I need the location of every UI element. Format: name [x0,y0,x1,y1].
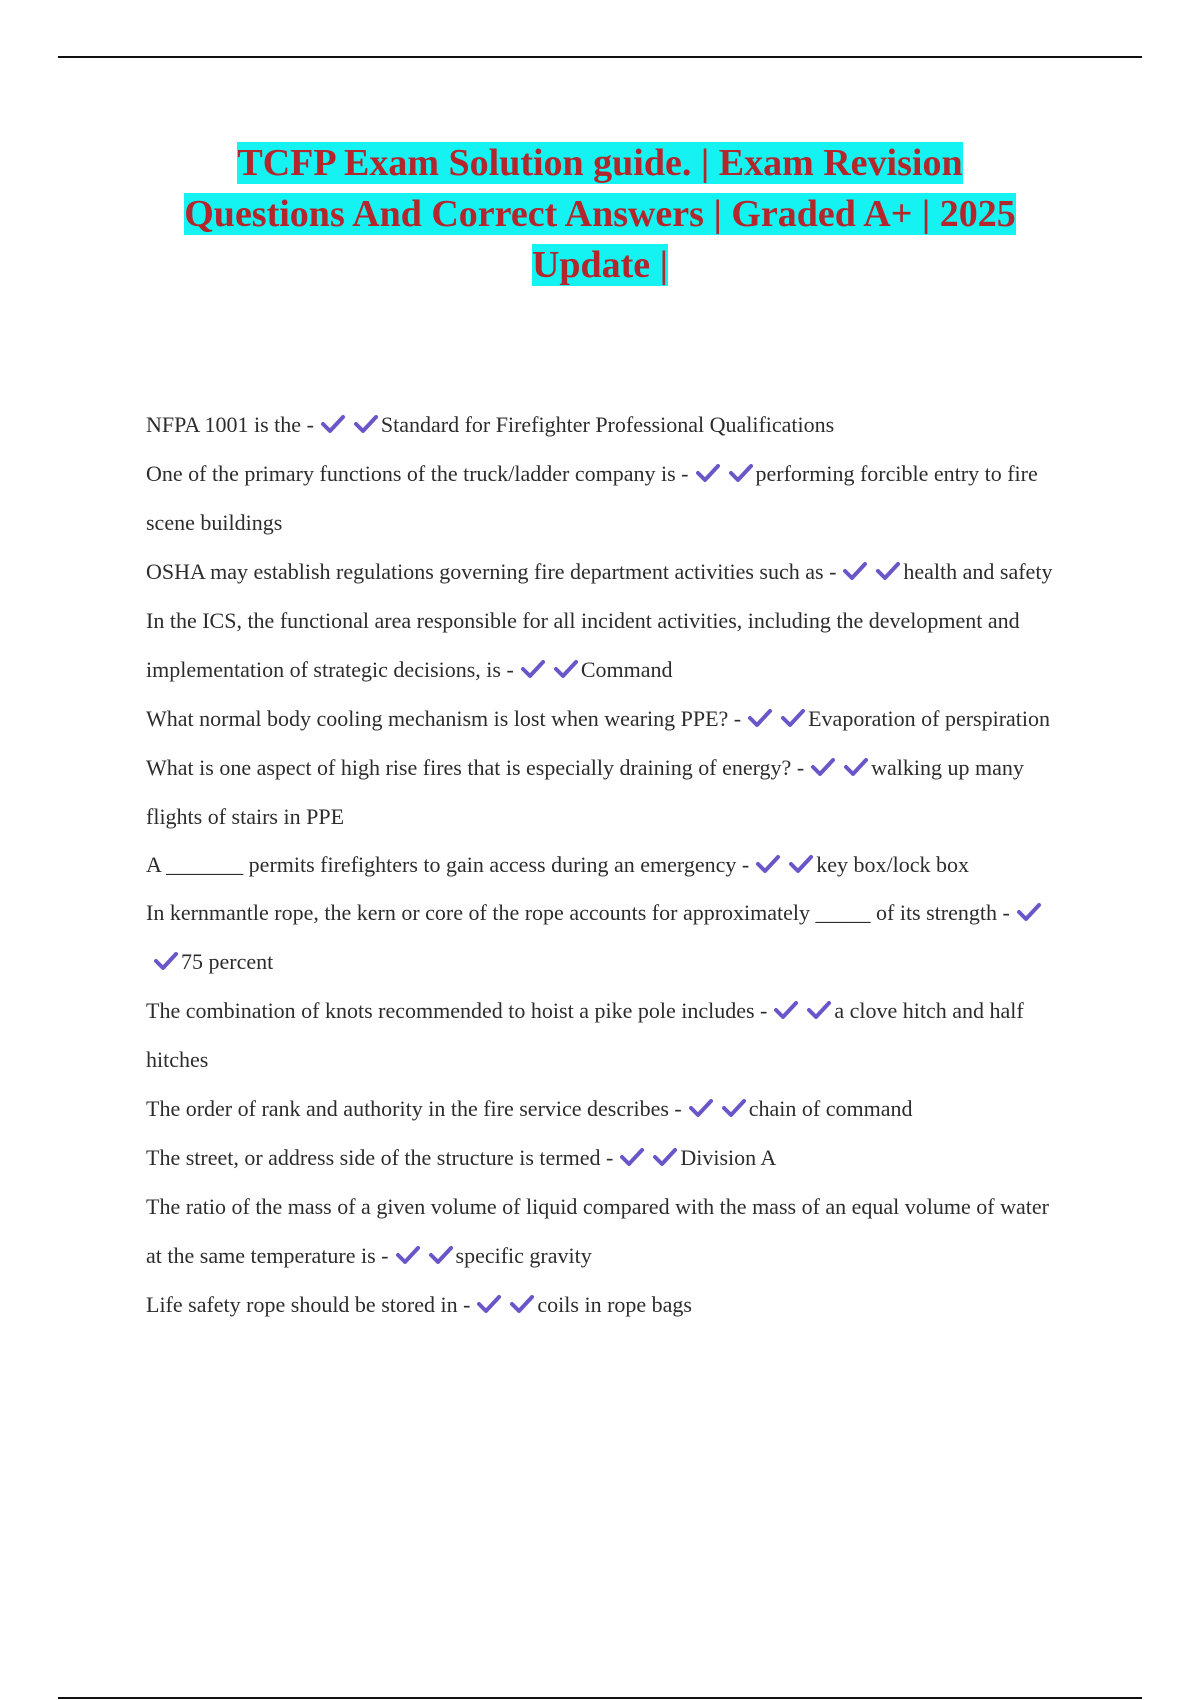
title-line: Questions And Correct Answers | Graded A+ | 2025 [184,193,1016,235]
qa-item [146,743,1066,841]
question-text: In the ICS, the functional area responsible for all incident activities, including the development and implementation of strategic decisions, is - [146,608,1020,682]
question-text: The ratio of the mass of a given volume of liquid compared with the mass of an equal volume of water at the same temperature is - [146,1194,1049,1268]
question-text: NFPA 1001 is the - [146,412,314,437]
qa-item [146,841,1066,888]
qa-item [146,1182,1066,1280]
check-icon [773,999,799,1021]
question-text: In kernmantle rope, the kern or core of the rope accounts for approximately _____ of its strength - [146,900,1010,925]
check-icon [320,413,346,435]
answer-text: key box/lock box [816,852,969,877]
check-icon [810,756,836,778]
title-line: TCFP Exam Solution guide. | Exam Revision [237,142,963,184]
answer-text: Division A [680,1145,777,1170]
check-icon [688,1097,714,1119]
check-icon [806,999,832,1021]
question-text: What is one aspect of high rise fires that is especially draining of energy? - [146,755,805,780]
check-icon [728,462,754,484]
question-text: Life safety rope should be stored in - [146,1292,471,1317]
qa-item [146,449,1066,547]
check-icon [875,560,901,582]
check-icon [842,560,868,582]
answer-text: Evaporation of perspiration [808,706,1051,731]
check-icon [788,853,814,875]
check-icon [509,1293,535,1315]
top-rule [58,56,1142,58]
check-icon [353,413,379,435]
check-icon [553,658,579,680]
question-text: A _______ permits firefighters to gain access during an emergency - [146,852,750,877]
qa-item [146,888,1066,986]
title-line: Update | [531,244,669,286]
qa-item [146,1133,1066,1182]
question-text: The street, or address side of the structure is termed - [146,1145,614,1170]
qa-item [146,1280,1066,1329]
question-text: OSHA may establish regulations governing fire department activities such as - [146,559,837,584]
check-icon [780,707,806,729]
answer-text: coils in rope bags [537,1292,692,1317]
qa-item [146,986,1066,1084]
check-icon [1016,901,1042,923]
check-icon [619,1146,645,1168]
question-text: The order of rank and authority in the fire service describes - [146,1096,682,1121]
question-text: The combination of knots recommended to hoist a pike pole includes - [146,998,768,1023]
answer-text: performing forcible entry to fire scene buildings [146,461,1038,535]
answer-text: Standard for Firefighter Professional Qualifications [380,412,835,437]
document-title [150,138,1050,291]
check-icon [476,1293,502,1315]
qa-item [146,694,1066,743]
question-text: One of the primary functions of the truck/ladder company is - [146,461,689,486]
qa-list [146,400,1066,1329]
qa-item [146,400,1066,449]
qa-item [146,547,1066,596]
check-icon [843,756,869,778]
qa-item [146,1084,1066,1133]
check-icon [428,1244,454,1266]
answer-text: a clove hitch and half hitches [146,998,1024,1072]
question-text: What normal body cooling mechanism is lost when wearing PPE? - [146,706,742,731]
bottom-rule [58,1697,1142,1699]
check-icon [755,853,781,875]
check-icon [153,950,179,972]
check-icon [520,658,546,680]
check-icon [695,462,721,484]
answer-text: walking up many flights of stairs in PPE [146,755,1024,829]
answer-text: 75 percent [181,949,274,974]
check-icon [395,1244,421,1266]
check-icon [652,1146,678,1168]
answer-text: specific gravity [455,1243,592,1268]
check-icon [747,707,773,729]
check-icon [721,1097,747,1119]
answer-text: health and safety [903,559,1053,584]
qa-item [146,596,1066,694]
answer-text: chain of command [748,1096,913,1121]
answer-text: Command [580,657,673,682]
